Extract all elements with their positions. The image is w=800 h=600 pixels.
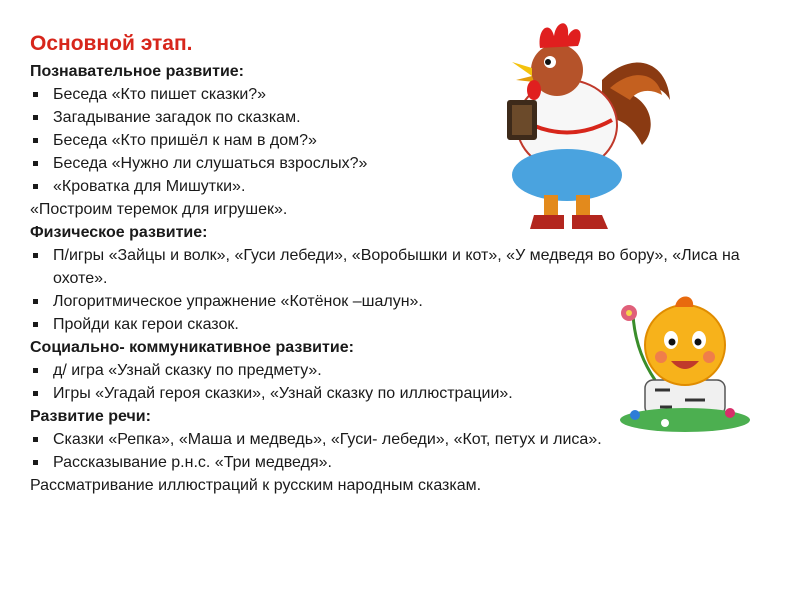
list-item: «Кроватка для Мишутки». [30, 175, 750, 198]
list-item: Рассказывание р.н.с. «Три медведя». [30, 451, 750, 474]
section-heading: Познавательное развитие: [30, 63, 245, 80]
list-item: Игры «Угадай героя сказки», «Узнай сказку по иллюстрации». [30, 382, 750, 405]
bullet-list [30, 359, 750, 405]
section-physical [30, 221, 750, 336]
section-social [30, 336, 750, 405]
section-cognitive [30, 60, 750, 221]
list-item: Беседа «Кто пишет сказки?» [30, 83, 750, 106]
bullet-list [30, 244, 750, 336]
plain-line: Рассматривание иллюстраций к русским народным сказкам. [30, 477, 482, 494]
list-item: Беседа «Нужно ли слушаться взрослых?» [30, 152, 750, 175]
section-heading: Развитие речи: [30, 408, 151, 425]
section-speech [30, 405, 750, 497]
section-heading: Социально- коммуникативное развитие: [30, 339, 354, 356]
list-item: Загадывание загадок по сказкам. [30, 106, 750, 129]
list-item: Пройди как герои сказок. [30, 313, 750, 336]
slide-content [30, 30, 750, 497]
list-item: Логоритмическое упражнение «Котёнок –шалун». [30, 290, 750, 313]
section-heading: Физическое развитие: [30, 224, 208, 241]
list-item: д/ игра «Узнай сказку по предмету». [30, 359, 750, 382]
bullet-list [30, 83, 750, 198]
bullet-list [30, 428, 750, 474]
list-item: Беседа «Кто пришёл к нам в дом?» [30, 129, 750, 152]
list-item: Сказки «Репка», «Маша и медведь», «Гуси- лебеди», «Кот, петух и лиса». [30, 428, 750, 451]
slide-title: Основной этап. [30, 32, 193, 55]
list-item: П/игры «Зайцы и волк», «Гуси лебеди», «Воробышки и кот», «У медведя во бору», «Лиса на охоте». [30, 244, 750, 290]
plain-line: «Построим теремок для игрушек». [30, 201, 288, 218]
